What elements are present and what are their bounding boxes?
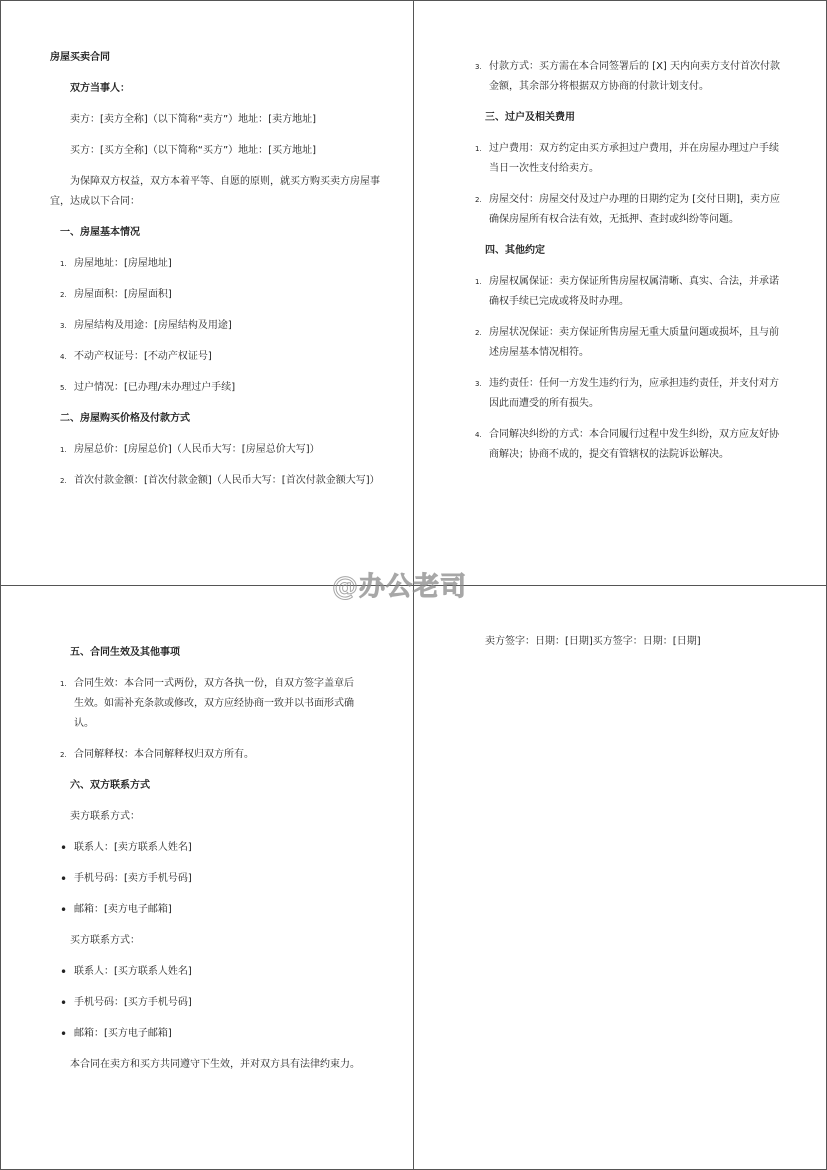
list-number: 1. — [475, 145, 482, 153]
section-6-heading: 六、双方联系方式 — [70, 780, 150, 791]
list-number: 3. — [475, 63, 482, 71]
list-item — [50, 440, 380, 460]
list-text: 首次付款金额：[首次付款金额]（人民币大写：[首次付款金额大写]） — [74, 475, 380, 486]
list-text: 联系人：[买方联系人姓名] — [74, 966, 192, 977]
intro-paragraph: 为保障双方权益，双方本着平等、自愿的原则，就买方购买卖方房屋事宜，达成以下合同： — [50, 176, 380, 207]
watermark: @办公老司 — [332, 572, 468, 602]
section-3-heading: 三、过户及相关费用 — [485, 112, 575, 123]
buyer-contact-label: 买方联系方式： — [70, 935, 140, 946]
list-text: 合同解释权：本合同解释权归双方所有。 — [74, 749, 254, 760]
list-item — [50, 1024, 360, 1044]
list-number: 5. — [60, 384, 67, 392]
list-item — [50, 471, 380, 491]
list-text: 房屋总价：[房屋总价]（人民币大写：[房屋总价大写]） — [74, 444, 320, 455]
list-item — [475, 374, 785, 414]
page-3 — [50, 632, 360, 1086]
list-item — [50, 962, 360, 982]
list-item — [50, 347, 380, 367]
section-5-list — [50, 674, 360, 765]
page-2 — [475, 46, 785, 476]
list-item — [50, 254, 380, 274]
list-item — [50, 674, 360, 734]
seller-line: 卖方：[卖方全称]（以下简称“卖方”）地址：[卖方地址] — [70, 114, 316, 125]
list-text: 不动产权证号：[不动产权证号] — [74, 351, 212, 362]
list-item — [50, 285, 380, 305]
buyer-contact-list — [50, 962, 360, 1044]
list-text: 房屋地址：[房屋地址] — [74, 258, 172, 269]
list-number: 2. — [475, 329, 482, 337]
document-title: 房屋买卖合同 — [50, 52, 110, 63]
bullet-icon: • — [60, 872, 68, 886]
section-2-list — [50, 440, 380, 491]
list-item — [50, 745, 360, 765]
list-item — [475, 139, 785, 179]
list-text: 过户情况：[已办理/未办理过户手续] — [74, 382, 236, 393]
list-item — [50, 838, 360, 858]
list-number: 1. — [60, 446, 67, 454]
list-text: 违约责任：任何一方发生违约行为，应承担违约责任，并支付对方因此而遭受的所有损失。 — [489, 378, 779, 409]
list-item — [50, 316, 380, 336]
section-4-heading: 四、其他约定 — [485, 245, 545, 256]
list-number: 1. — [60, 260, 67, 268]
list-text: 合同生效：本合同一式两份，双方各执一份，自双方签字盖章后生效。如需补充条款或修改，双方应经协商一致并以书面形式确认。 — [74, 678, 354, 729]
bullet-icon: • — [60, 996, 68, 1010]
page-4 — [485, 632, 785, 652]
section-2-heading: 二、房屋购买价格及付款方式 — [60, 413, 190, 424]
list-item — [50, 900, 360, 920]
list-text: 房屋权属保证：卖方保证所售房屋权属清晰、真实、合法，并承诺确权手续已完成或将及时办理。 — [489, 276, 779, 307]
bullet-icon: • — [60, 1027, 68, 1041]
list-number: 4. — [60, 353, 67, 361]
bullet-icon: • — [60, 841, 68, 855]
list-number: 2. — [60, 291, 67, 299]
list-item — [50, 869, 360, 889]
list-number: 3. — [475, 380, 482, 388]
list-text: 邮箱：[卖方电子邮箱] — [74, 904, 172, 915]
list-text: 手机号码：[卖方手机号码] — [74, 873, 192, 884]
list-text: 合同解决纠纷的方式：本合同履行过程中发生纠纷，双方应友好协商解决；协商不成的，提交有管辖权的法院诉讼解决。 — [489, 429, 779, 460]
list-number: 3. — [60, 322, 67, 330]
section-4-list — [475, 272, 785, 465]
list-item — [475, 272, 785, 312]
list-text: 房屋状况保证：卖方保证所售房屋无重大质量问题或损坏，且与前述房屋基本情况相符。 — [489, 327, 779, 358]
list-text: 联系人：[卖方联系人姓名] — [74, 842, 192, 853]
parties-heading: 双方当事人： — [70, 83, 130, 94]
list-number: 1. — [475, 278, 482, 286]
list-item — [50, 993, 360, 1013]
list-text: 过户费用：双方约定由买方承担过户费用，并在房屋办理过户手续当日一次性支付给卖方。 — [489, 143, 779, 174]
list-number: 4. — [475, 431, 482, 439]
list-item — [50, 378, 380, 398]
bullet-icon: • — [60, 903, 68, 917]
list-item — [475, 323, 785, 363]
list-text: 房屋交付：房屋交付及过户办理的日期约定为 [交付日期]，卖方应确保房屋所有权合法有效，无抵押、查封或纠纷等问题。 — [489, 194, 780, 225]
signature-line: 卖方签字：日期：[日期]买方签字：日期：[日期] — [485, 636, 701, 647]
section-1-list — [50, 254, 380, 398]
page-1 — [50, 48, 380, 502]
seller-contact-list — [50, 838, 360, 920]
section-5-heading: 五、合同生效及其他事项 — [70, 647, 180, 658]
list-number: 2. — [60, 477, 67, 485]
list-number: 2. — [60, 751, 67, 759]
list-text: 付款方式：买方需在本合同签署后的 [X] 天内向卖方支付首次付款金额，其余部分将根据双方协商的付款计划支付。 — [489, 61, 781, 92]
section-3-list — [475, 139, 785, 230]
list-number: 2. — [475, 196, 482, 204]
closing-paragraph: 本合同在卖方和买方共同遵守下生效，并对双方具有法律约束力。 — [70, 1059, 360, 1070]
list-text: 房屋结构及用途：[房屋结构及用途] — [74, 320, 232, 331]
list-text: 邮箱：[买方电子邮箱] — [74, 1028, 172, 1039]
list-text: 房屋面积：[房屋面积] — [74, 289, 172, 300]
list-item — [475, 425, 785, 465]
buyer-line: 买方：[买方全称]（以下简称“买方”）地址：[买方地址] — [70, 145, 316, 156]
list-number: 1. — [60, 680, 67, 688]
seller-contact-label: 卖方联系方式： — [70, 811, 140, 822]
list-text: 手机号码：[买方手机号码] — [74, 997, 192, 1008]
section-1-heading: 一、房屋基本情况 — [60, 227, 140, 238]
bullet-icon: • — [60, 965, 68, 979]
list-item — [475, 190, 785, 230]
list-item — [475, 57, 785, 97]
